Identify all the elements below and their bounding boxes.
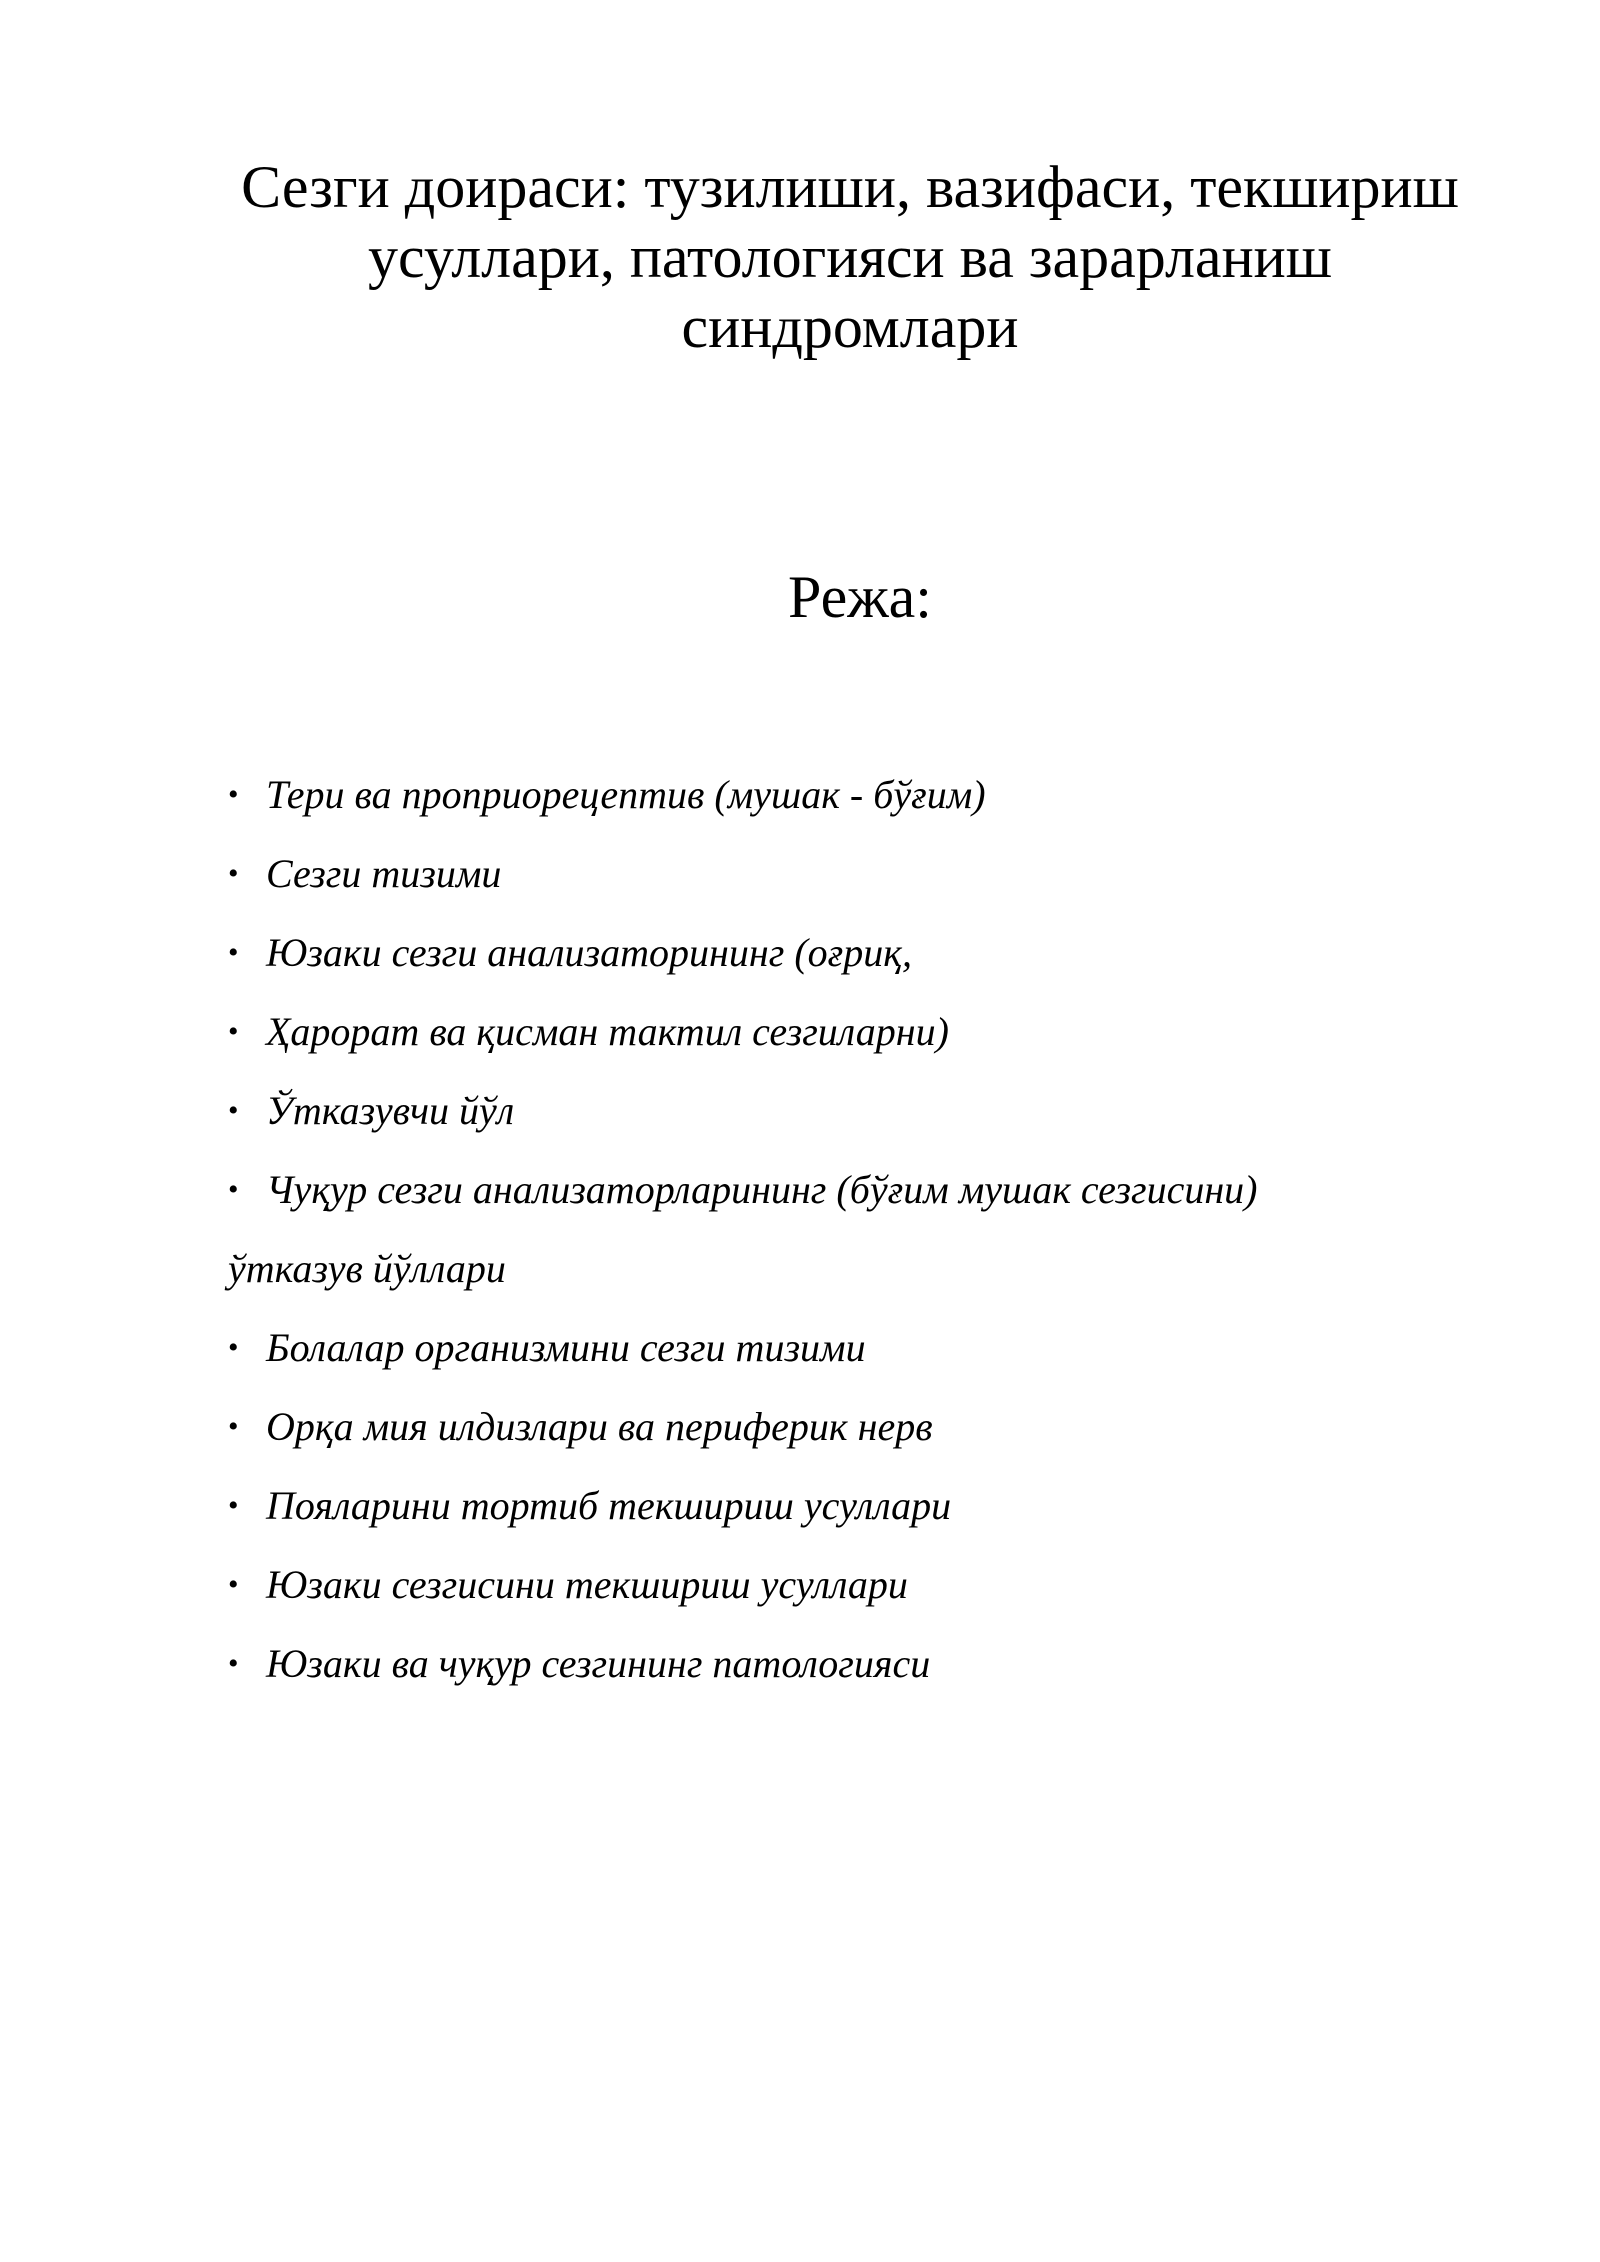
plan-item-text: Юзаки сезги анализаторининг (оғриқ, <box>266 930 912 975</box>
bullet-icon: • <box>228 1173 239 1206</box>
plan-item <box>228 1007 1428 1086</box>
document-title <box>240 152 1460 362</box>
plan-item-text: Тери ва проприорецептив (мушак - бўғим) <box>266 772 986 817</box>
bullet-icon: • <box>228 936 239 969</box>
bullet-icon: • <box>228 1094 239 1127</box>
bullet-icon: • <box>228 778 239 811</box>
plan-item <box>228 1165 1428 1323</box>
bullet-icon: • <box>228 857 239 890</box>
bullet-icon: • <box>228 1331 239 1364</box>
plan-item <box>228 1639 1428 1718</box>
plan-item <box>228 1323 1428 1402</box>
plan-item-text: Орқа мия илдизлари ва периферик нерв <box>266 1404 933 1449</box>
bullet-icon: • <box>228 1410 239 1443</box>
bullet-icon: • <box>228 1015 239 1048</box>
plan-item-text: Болалар организмини сезги тизими <box>266 1325 866 1370</box>
bullet-icon: • <box>228 1568 239 1601</box>
plan-item-text: Юзаки ва чуқур сезгининг патологияси <box>266 1641 931 1686</box>
plan-item-text: Пояларини тортиб текшириш усуллари <box>266 1483 952 1528</box>
plan-heading: Режа: <box>788 564 932 630</box>
plan-item <box>228 770 1428 849</box>
plan-item <box>228 1402 1428 1481</box>
plan-item <box>228 1560 1428 1639</box>
plan-item-text: Юзаки сезгисини текшириш усуллари <box>266 1562 908 1607</box>
plan-item-text: Чуқур сезги анализаторларининг (бўғим мушак сезгисини) <box>266 1167 1258 1212</box>
plan-item <box>228 1086 1428 1165</box>
plan-item-text: Сезги тизими <box>266 851 502 896</box>
plan-list <box>228 770 1428 1718</box>
title-line-2: усуллари, патологияси ва зарарланиш <box>368 224 1332 290</box>
plan-item-text: Ҳарорат ва қисман тактил сезгиларни) <box>266 1009 949 1054</box>
plan-item <box>228 849 1428 928</box>
title-line-1: Сезги доираси: тузилиши, вазифаси, текшириш <box>241 154 1459 220</box>
plan-item <box>228 928 1428 1007</box>
bullet-icon: • <box>228 1489 239 1522</box>
title-line-3: синдромлари <box>681 294 1019 360</box>
plan-item <box>228 1481 1428 1560</box>
plan-item-continuation: ўтказув йўллари <box>228 1246 506 1291</box>
plan-item-text: Ўтказувчи йўл <box>266 1088 515 1133</box>
bullet-icon: • <box>228 1647 239 1680</box>
